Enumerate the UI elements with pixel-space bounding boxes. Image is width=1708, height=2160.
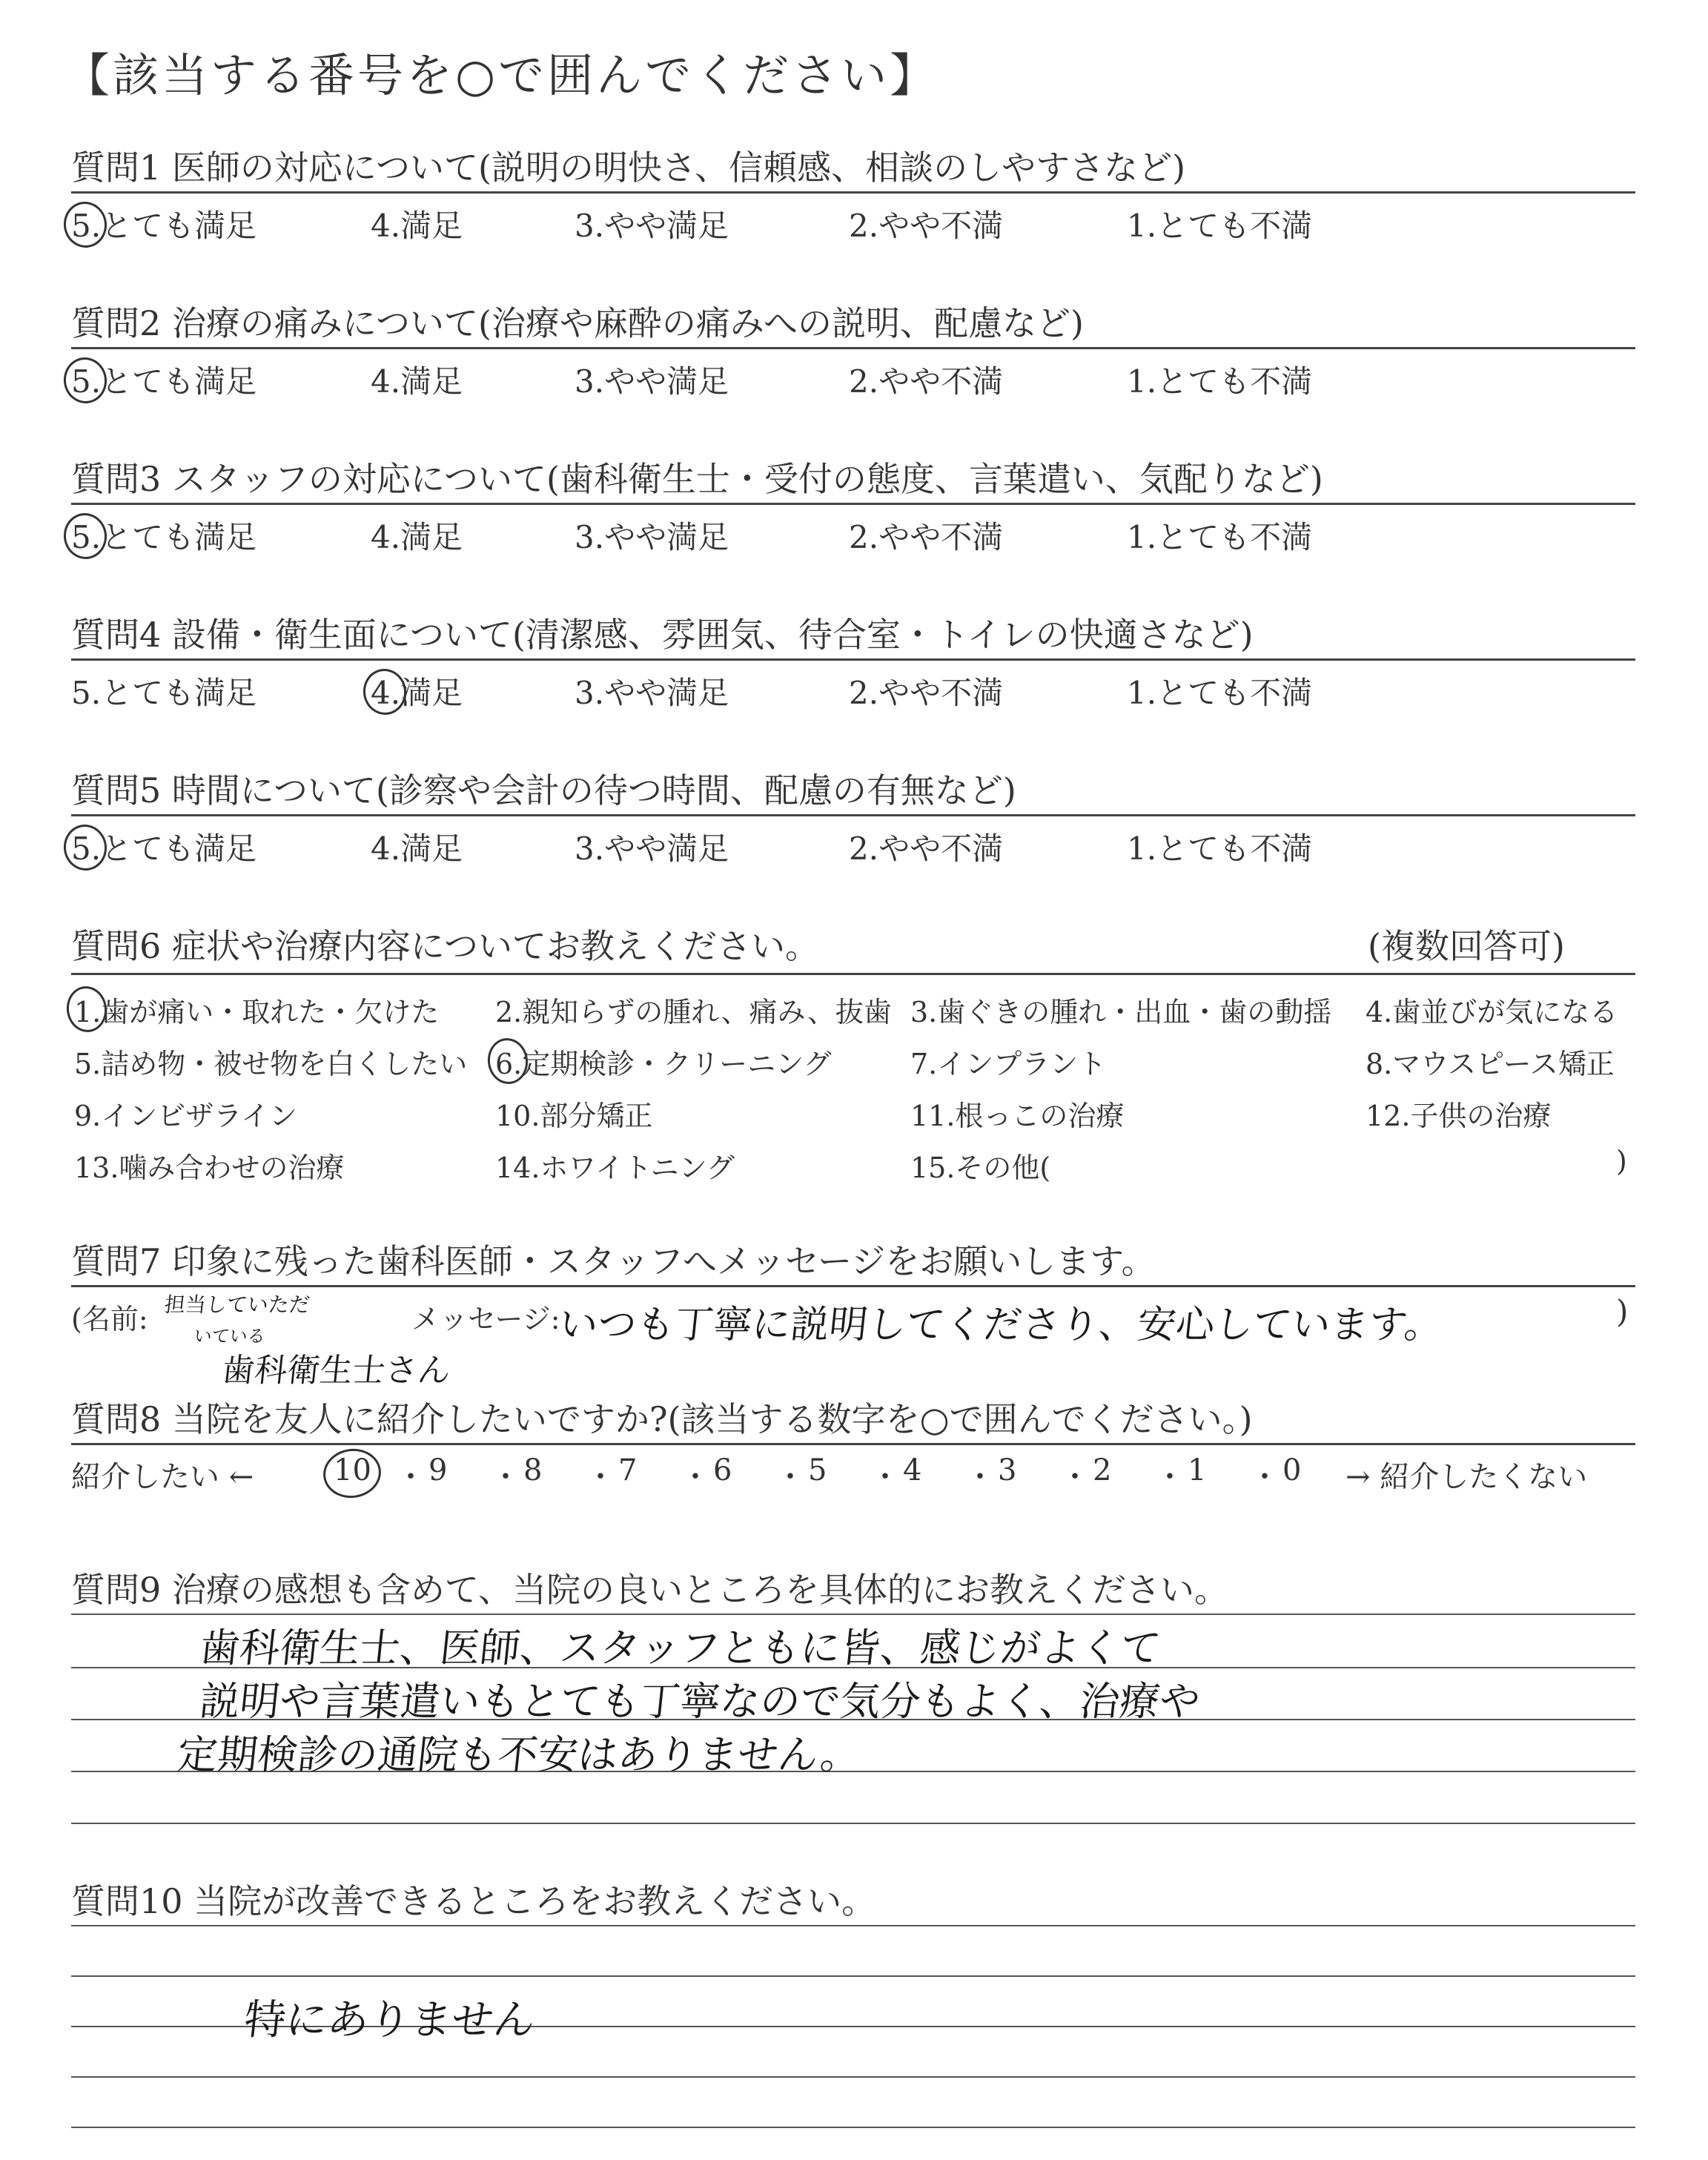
q4-option-1: 1.とても不満 xyxy=(1127,675,1313,711)
q8-scale-dot: ・ xyxy=(775,1460,805,1494)
q7-name-handwriting-2: いている xyxy=(193,1326,267,1347)
q8-scale-dot: ・ xyxy=(396,1460,426,1494)
q9-line-5 xyxy=(71,1823,1635,1824)
q8-scale-4: 4 xyxy=(903,1453,922,1487)
q8-scale-dot: ・ xyxy=(1060,1460,1090,1494)
q7-title: 質問7 印象に残った歯科医師・スタッフへメッセージをお願いします。 xyxy=(71,1241,1156,1281)
q6-close-paren: ) xyxy=(1616,1145,1627,1178)
q9-answer-line-1: 歯科衛生士、医師、スタッフともに皆、感じがよくて xyxy=(197,1625,1163,1671)
q1-option-2: 2.やや不満 xyxy=(849,208,1004,244)
q6-note: (複数回答可) xyxy=(1368,926,1565,966)
q6-option-5: 5.詰め物・被せ物を白くしたい xyxy=(74,1048,468,1080)
q7-message-handwriting: いつも丁寧に説明してくださり、安心しています。 xyxy=(557,1303,1446,1347)
q4-title: 質問4 設備・衛生面について(清潔感、雰囲気、待合室・トイレの快適さなど) xyxy=(71,615,1254,655)
q7-close-paren: ) xyxy=(1616,1293,1629,1330)
q8-left-label: 紹介したい ← xyxy=(71,1460,254,1494)
q10-line-4 xyxy=(71,2076,1635,2078)
q8-scale-1: 1 xyxy=(1188,1453,1207,1487)
q8-scale-dot: ・ xyxy=(491,1460,520,1494)
q6-option-9: 9.インビザライン xyxy=(74,1100,298,1132)
q2-option-5: 5.とても満足 xyxy=(71,363,257,400)
q2-option-1: 1.とても不満 xyxy=(1127,363,1313,400)
q3-option-3: 3.やや満足 xyxy=(575,519,729,555)
q8-scale-9: 9 xyxy=(428,1453,448,1487)
q4-option-3: 3.やや満足 xyxy=(575,675,729,711)
q10-line-2 xyxy=(71,1975,1635,1977)
q6-option-11: 11.根っこの治療 xyxy=(910,1100,1125,1132)
q2-option-4: 4.満足 xyxy=(371,363,463,400)
q10-title: 質問10 当院が改善できるところをお教えください。 xyxy=(71,1881,876,1921)
q6-option-8: 8.マウスピース矯正 xyxy=(1366,1048,1615,1080)
q5-option-1: 1.とても不満 xyxy=(1127,830,1313,867)
q4-option-4: 4.満足 xyxy=(371,675,463,711)
q8-scale-dot: ・ xyxy=(1250,1460,1280,1494)
q6-option-13: 13.噛み合わせの治療 xyxy=(74,1152,345,1184)
q8-scale-8: 8 xyxy=(523,1453,543,1487)
q2-option-3: 3.やや満足 xyxy=(575,363,729,400)
q9-answer-line-2: 説明や言葉遣いもとても丁寧なので気分もよく、治療や xyxy=(197,1678,1202,1725)
q1-option-3: 3.やや満足 xyxy=(575,208,729,244)
q6-rule xyxy=(71,973,1635,975)
q3-option-4: 4.満足 xyxy=(371,519,463,555)
q7-rule xyxy=(71,1285,1635,1287)
q8-scale-2: 2 xyxy=(1093,1453,1112,1487)
q6-option-7: 7.インプラント xyxy=(910,1048,1107,1080)
q1-option-1: 1.とても不満 xyxy=(1127,208,1313,244)
q3-option-5: 5.とても満足 xyxy=(71,519,257,555)
q10-line-1 xyxy=(71,1925,1635,1926)
q8-scale-dot: ・ xyxy=(681,1460,710,1494)
q3-option-1: 1.とても不満 xyxy=(1127,519,1313,555)
q1-option-5: 5.とても満足 xyxy=(71,208,257,244)
q7-name-handwriting-1: 担当していただ xyxy=(163,1292,311,1317)
q6-option-2: 2.親知らずの腫れ、痛み、抜歯 xyxy=(495,996,892,1028)
q8-scale-dot: ・ xyxy=(870,1460,900,1494)
q8-scale-3: 3 xyxy=(998,1453,1017,1487)
q3-option-2: 2.やや不満 xyxy=(849,519,1004,555)
q8-right-label: → 紹介したくない xyxy=(1345,1460,1588,1494)
q8-scale-0: 0 xyxy=(1282,1453,1302,1487)
q9-line-1 xyxy=(71,1614,1635,1615)
q10-answer-handwriting: 特にありません xyxy=(242,1996,537,2044)
q3-rule xyxy=(71,503,1635,505)
q7-name-label: (名前: xyxy=(71,1303,148,1335)
q8-selected-circle xyxy=(320,1445,384,1502)
q4-option-2: 2.やや不満 xyxy=(849,675,1004,711)
q6-title: 質問6 症状や治療内容についてお教えください。 xyxy=(71,926,819,966)
q5-option-5: 5.とても満足 xyxy=(71,830,257,867)
q6-option-10: 10.部分矯正 xyxy=(495,1100,653,1132)
q1-rule xyxy=(71,191,1635,194)
q6-option-1: 1.歯が痛い・取れた・欠けた xyxy=(74,996,440,1028)
q3-title: 質問3 スタッフの対応について(歯科衛生士・受付の態度、言葉遣い、気配りなど) xyxy=(71,459,1323,499)
q8-scale-dot: ・ xyxy=(965,1460,995,1494)
q5-option-2: 2.やや不満 xyxy=(849,830,1004,867)
q10-line-5 xyxy=(71,2127,1635,2128)
q1-title: 質問1 医師の対応について(説明の明快さ、信頼感、相談のしやすさなど) xyxy=(71,148,1186,188)
q7-message-label: メッセージ: xyxy=(411,1303,560,1335)
q5-option-3: 3.やや満足 xyxy=(575,830,729,867)
q8-title: 質問8 当院を友人に紹介したいですか?(該当する数字を○で囲んでください。) xyxy=(71,1399,1253,1439)
q2-option-2: 2.やや不満 xyxy=(849,363,1004,400)
q1-option-4: 4.満足 xyxy=(371,208,463,244)
q8-scale-5: 5 xyxy=(808,1453,827,1487)
q4-rule xyxy=(71,658,1635,661)
q9-title: 質問9 治療の感想も含めて、当院の良いところを具体的にお教えください。 xyxy=(71,1570,1228,1610)
q7-name-handwriting-3: 歯科衛生士さん xyxy=(219,1352,453,1390)
q6-option-15: 15.その他( xyxy=(910,1152,1051,1184)
q8-scale-dot: ・ xyxy=(586,1460,615,1494)
q4-option-5: 5.とても満足 xyxy=(71,675,257,711)
form-header: 【該当する番号を○で囲んでください】 xyxy=(64,48,939,102)
q8-rule xyxy=(71,1443,1635,1445)
q9-answer-line-3: 定期検診の通院も不安はありません。 xyxy=(175,1731,864,1778)
q5-option-4: 4.満足 xyxy=(371,830,463,867)
q6-option-12: 12.子供の治療 xyxy=(1366,1100,1552,1132)
q8-scale-6: 6 xyxy=(713,1453,732,1487)
q8-scale-7: 7 xyxy=(618,1453,638,1487)
q2-rule xyxy=(71,347,1635,349)
q5-title: 質問5 時間について(診察や会計の待つ時間、配慮の有無など) xyxy=(71,770,1016,810)
q6-option-6: 6.定期検診・クリーニング xyxy=(495,1048,832,1080)
q2-title: 質問2 治療の痛みについて(治療や麻酔の痛みへの説明、配慮など) xyxy=(71,303,1084,343)
q8-scale-dot: ・ xyxy=(1155,1460,1185,1494)
q5-rule xyxy=(71,814,1635,816)
q8-scale-10: 10 xyxy=(334,1453,371,1487)
q6-option-14: 14.ホワイトニング xyxy=(495,1152,735,1184)
q6-option-3: 3.歯ぐきの腫れ・出血・歯の動揺 xyxy=(910,996,1332,1028)
q6-option-4: 4.歯並びが気になる xyxy=(1366,996,1618,1028)
